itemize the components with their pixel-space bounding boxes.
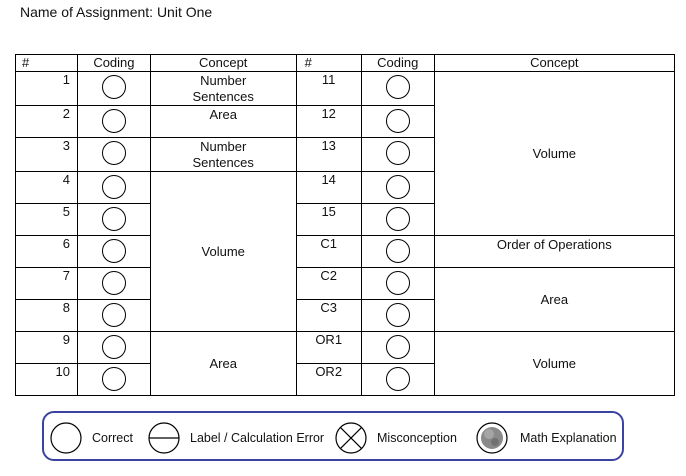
coding-circle[interactable] [102, 141, 126, 165]
col-number-header-right: # [296, 55, 361, 72]
coding-cell [361, 300, 434, 332]
col-coding-header: Coding [77, 55, 150, 72]
x-circle-icon [335, 422, 367, 454]
coding-cell [361, 172, 434, 204]
item-number: 10 [16, 364, 78, 396]
legend-misconception-label: Misconception [377, 431, 457, 445]
col-number-header: # [16, 55, 78, 72]
empty-circle-icon [50, 422, 82, 454]
legend-correct-label: Correct [92, 431, 133, 445]
item-number: C1 [296, 236, 361, 268]
coding-cell [361, 72, 434, 106]
coding-cell [361, 268, 434, 300]
coding-cell [77, 300, 150, 332]
item-number: 12 [296, 106, 361, 138]
coding-circle[interactable] [102, 303, 126, 327]
coding-table [15, 54, 675, 396]
item-number: 8 [16, 300, 78, 332]
coding-cell [77, 106, 150, 138]
coding-cell [361, 364, 434, 396]
item-number: 7 [16, 268, 78, 300]
coding-legend [42, 411, 624, 461]
shaded-circle-icon [476, 422, 508, 454]
concept-cell: Order of Operations [434, 236, 674, 268]
item-number: 6 [16, 236, 78, 268]
coding-circle[interactable] [386, 207, 410, 231]
coding-circle[interactable] [102, 75, 126, 99]
coding-cell [77, 236, 150, 268]
concept-cell: Area [150, 332, 296, 396]
coding-cell [77, 364, 150, 396]
item-number: 14 [296, 172, 361, 204]
item-number: 2 [16, 106, 78, 138]
coding-circle[interactable] [386, 367, 410, 391]
coding-cell [77, 72, 150, 106]
item-number: C3 [296, 300, 361, 332]
coding-circle[interactable] [102, 207, 126, 231]
coding-circle[interactable] [386, 109, 410, 133]
coding-cell [361, 236, 434, 268]
coding-cell [77, 332, 150, 364]
item-number: 13 [296, 138, 361, 172]
assignment-title: Name of Assignment: Unit One [20, 4, 213, 20]
item-number: 3 [16, 138, 78, 172]
concept-cell: Number Sentences [150, 72, 296, 106]
item-number: OR1 [296, 332, 361, 364]
coding-cell [77, 138, 150, 172]
item-number: OR2 [296, 364, 361, 396]
coding-circle[interactable] [386, 335, 410, 359]
line-circle-icon [148, 422, 180, 454]
coding-cell [361, 204, 434, 236]
coding-cell [77, 204, 150, 236]
table-row [16, 72, 675, 106]
coding-circle[interactable] [102, 367, 126, 391]
coding-circle[interactable] [386, 175, 410, 199]
coding-circle[interactable] [102, 239, 126, 263]
concept-cell: Volume [434, 72, 674, 236]
table-row [16, 236, 675, 268]
concept-cell: Area [150, 106, 296, 138]
item-number: 4 [16, 172, 78, 204]
legend-label-error-label: Label / Calculation Error [190, 431, 325, 445]
coding-circle[interactable] [386, 271, 410, 295]
table-row [16, 268, 675, 300]
coding-circle[interactable] [386, 303, 410, 327]
coding-circle[interactable] [386, 75, 410, 99]
legend-math-explanation-label: Math Explanation [520, 431, 617, 445]
item-number: 9 [16, 332, 78, 364]
item-number: 5 [16, 204, 78, 236]
coding-cell [77, 172, 150, 204]
concept-cell: Number Sentences [150, 138, 296, 172]
coding-cell [361, 332, 434, 364]
concept-cell: Volume [150, 172, 296, 332]
concept-cell: Volume [434, 332, 674, 396]
coding-circle[interactable] [102, 109, 126, 133]
item-number: 1 [16, 72, 78, 106]
coding-circle[interactable] [102, 271, 126, 295]
coding-cell [77, 268, 150, 300]
table-header-row [16, 55, 675, 72]
coding-circle[interactable] [102, 335, 126, 359]
item-number: C2 [296, 268, 361, 300]
coding-cell [361, 138, 434, 172]
coding-circle[interactable] [386, 239, 410, 263]
col-concept-header-right: Concept [434, 55, 674, 72]
concept-cell: Area [434, 268, 674, 332]
col-coding-header-right: Coding [361, 55, 434, 72]
coding-circle[interactable] [102, 175, 126, 199]
item-number: 15 [296, 204, 361, 236]
coding-circle[interactable] [386, 141, 410, 165]
table-row [16, 332, 675, 364]
coding-cell [361, 106, 434, 138]
item-number: 11 [296, 72, 361, 106]
col-concept-header: Concept [150, 55, 296, 72]
